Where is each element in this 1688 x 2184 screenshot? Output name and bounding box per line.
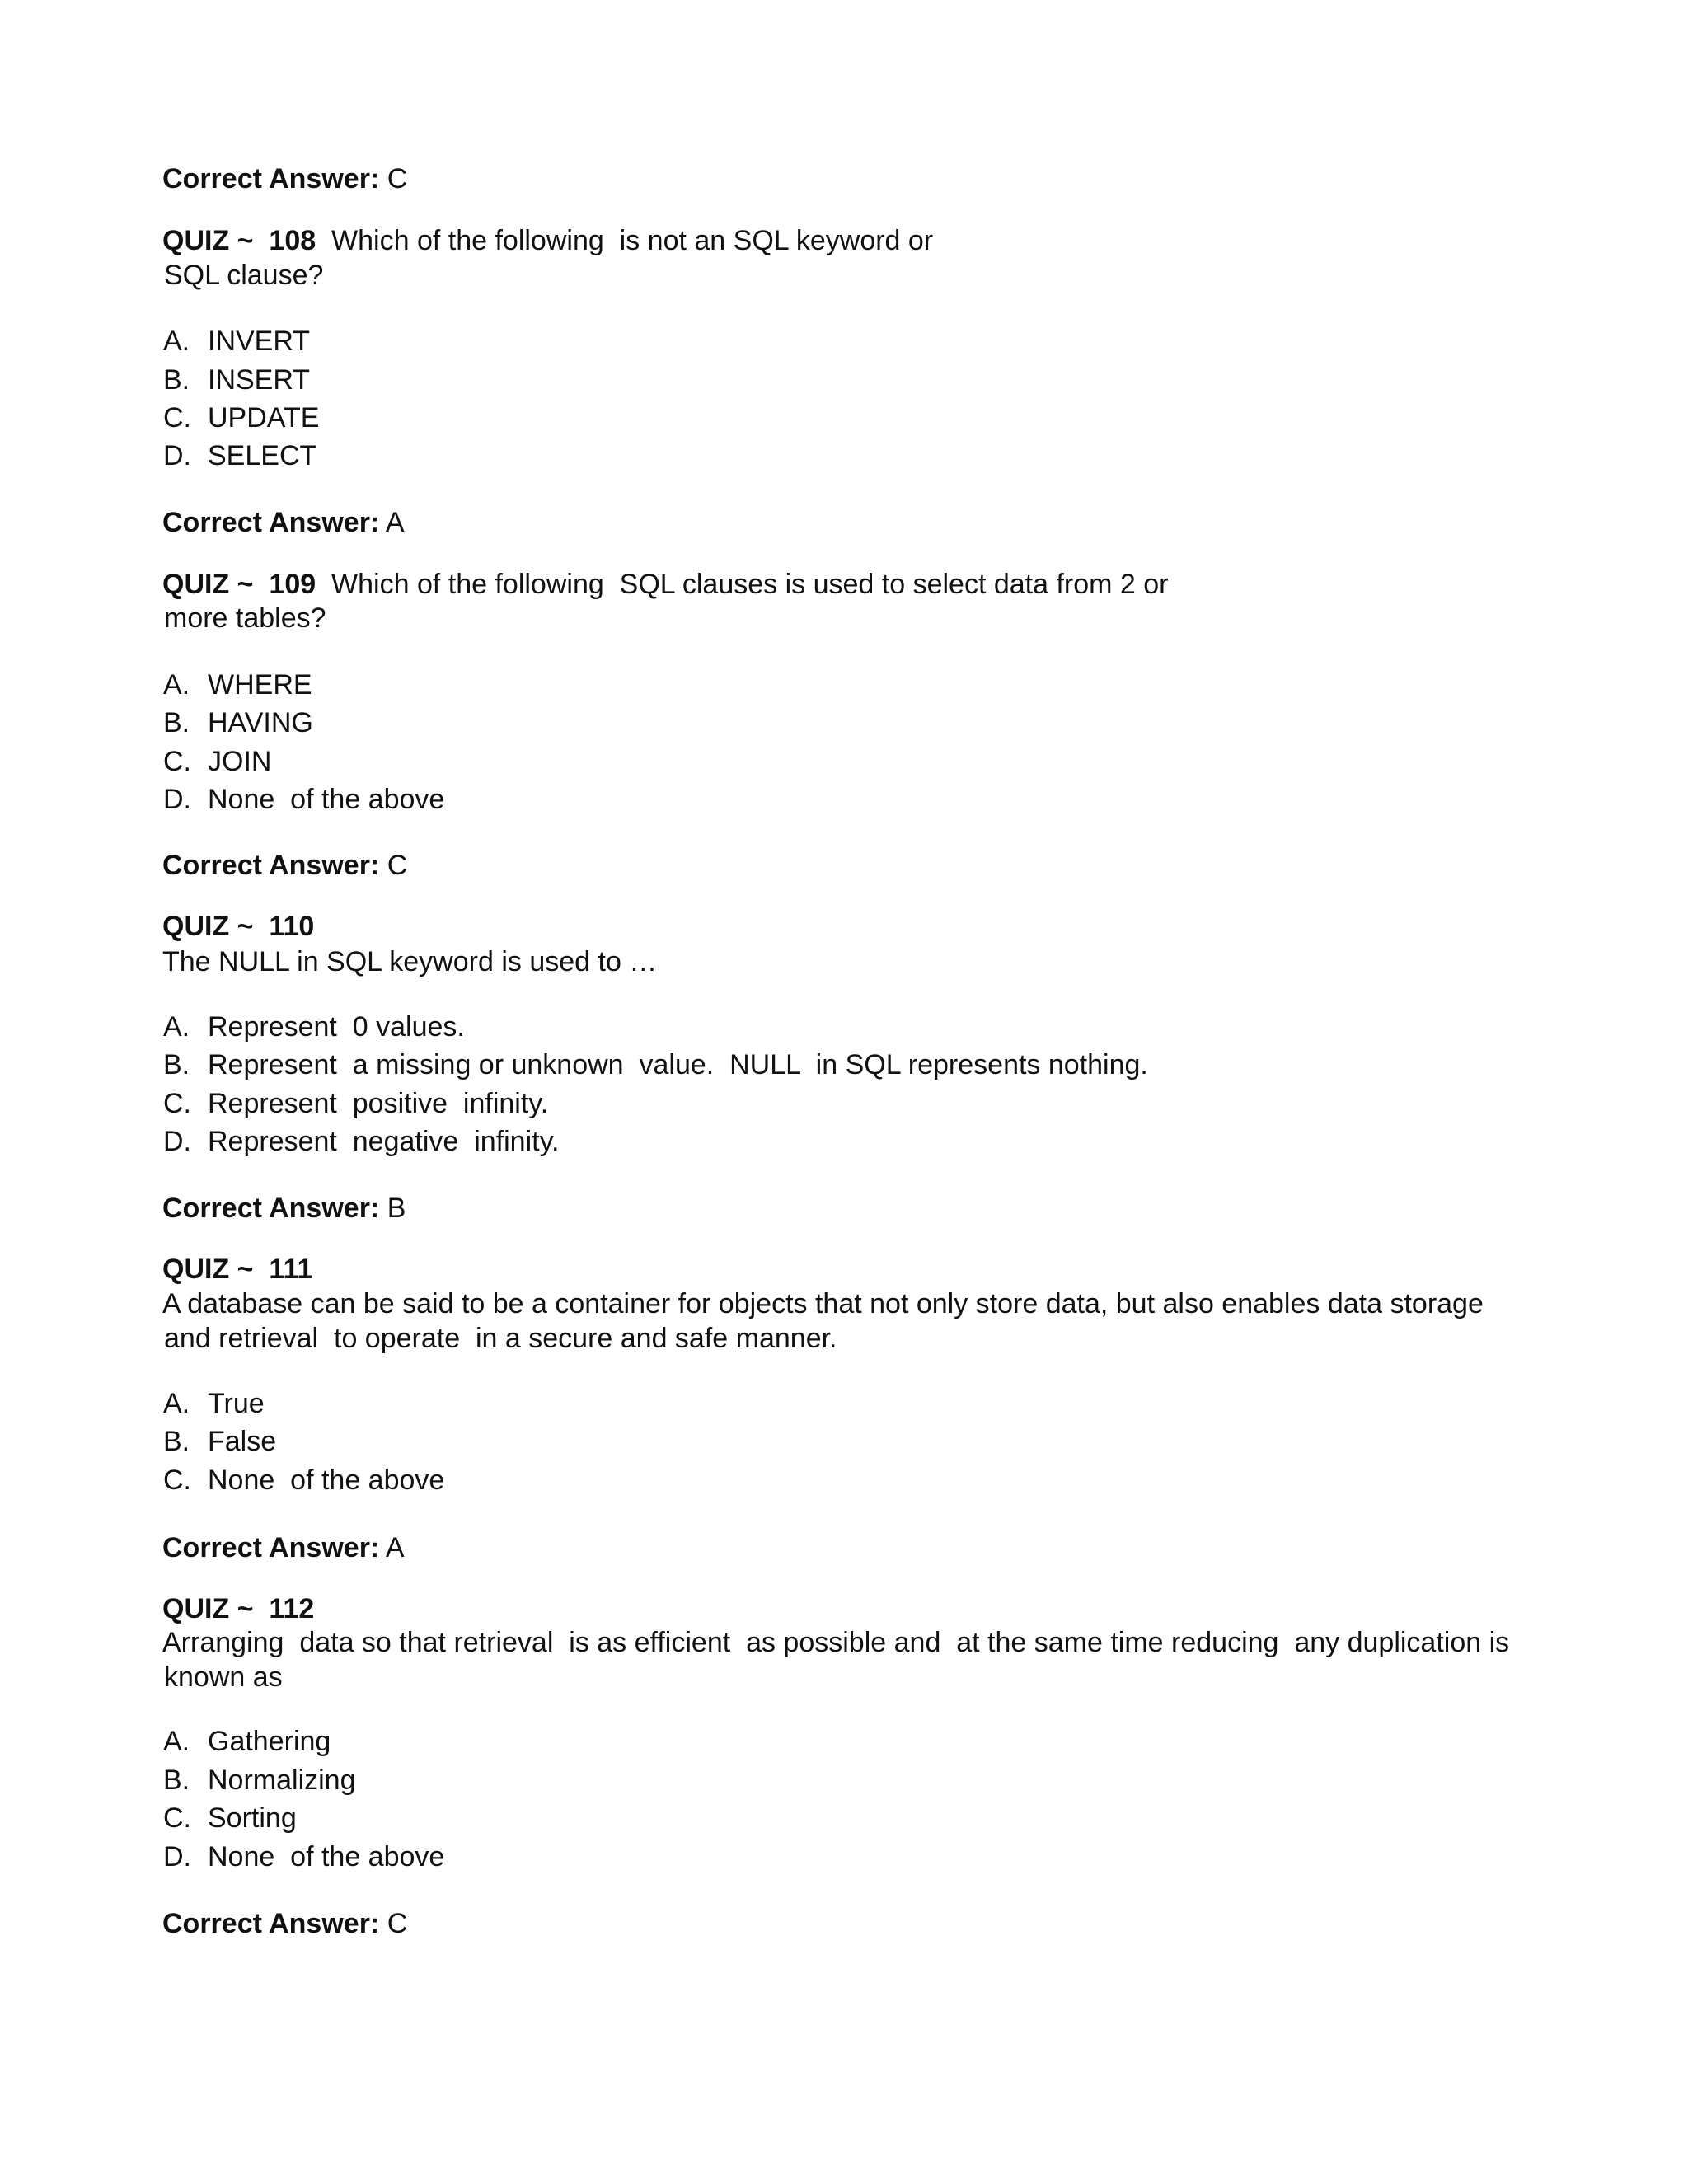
correct-answer-value: C [387, 1908, 408, 1939]
quiz-option [163, 744, 271, 779]
quiz-question [162, 223, 933, 258]
correct-answer-label: Correct Answer: [162, 507, 380, 538]
option-letter: C. [163, 746, 191, 777]
correct-answer-value: A [385, 507, 405, 538]
option-letter: B. [163, 364, 190, 396]
option-letter: B. [163, 707, 190, 738]
option-text: INVERT [208, 326, 311, 357]
quiz-option [163, 1801, 297, 1835]
quiz-title: QUIZ ~ 111 [162, 1254, 313, 1285]
option-text: Represent a missing or unknown value. NULL in SQL represents nothing. [208, 1049, 1148, 1080]
quiz-title: QUIZ ~ 108 [162, 225, 316, 256]
option-text: INSERT [208, 364, 311, 396]
option-text: Normalizing [208, 1765, 356, 1796]
quiz-question-continued: more tables? [164, 602, 326, 634]
quiz-option [163, 1463, 444, 1497]
quiz-option [163, 1840, 444, 1874]
option-text: WHERE [208, 669, 312, 701]
quiz-option [163, 1386, 265, 1421]
option-text: Represent 0 values. [208, 1011, 465, 1043]
option-letter: D. [163, 440, 191, 471]
quiz-question-text: Which of the following is not an SQL keyword or [331, 225, 934, 256]
quiz-option [163, 1124, 560, 1159]
option-letter: B. [163, 1765, 190, 1796]
quiz-option [163, 401, 319, 435]
quiz-title: QUIZ ~ 109 [162, 569, 316, 600]
quiz-option [163, 363, 310, 397]
option-text: Represent negative infinity. [208, 1126, 560, 1157]
quiz-option [163, 1763, 356, 1797]
correct-answer-value: C [387, 850, 408, 881]
quiz-question [162, 567, 1169, 602]
option-letter: A. [163, 1011, 190, 1043]
correct-answer-label: Correct Answer: [162, 163, 380, 194]
correct-answer [162, 505, 405, 540]
quiz-question-continued: SQL clause? [164, 260, 324, 291]
quiz-option [163, 668, 312, 702]
quiz-question-text: A database can be said to be a container for objects that not only store data, but also enables data storage [162, 1288, 1484, 1319]
option-letter: A. [163, 1726, 190, 1757]
quiz-option [163, 1724, 331, 1759]
correct-answer [162, 1530, 405, 1565]
correct-answer [162, 1906, 407, 1941]
correct-answer-label: Correct Answer: [162, 1532, 380, 1563]
option-letter: C. [163, 1802, 191, 1834]
correct-answer-value: A [385, 1532, 405, 1563]
correct-answer-value: B [387, 1193, 406, 1224]
quiz-option [163, 438, 316, 473]
correct-answer-label: Correct Answer: [162, 1193, 380, 1224]
quiz-question-continued: known as [164, 1661, 283, 1693]
option-letter: C. [163, 1465, 191, 1496]
quiz-option [163, 1047, 1148, 1082]
option-letter: A. [163, 326, 190, 357]
option-letter: D. [163, 784, 191, 815]
option-text: None of the above [208, 784, 445, 815]
option-text: HAVING [208, 707, 313, 738]
quiz-question-continued: and retrieval to operate in a secure and safe manner. [164, 1323, 837, 1354]
option-letter: C. [163, 402, 191, 434]
correct-answer-value: C [387, 163, 408, 194]
quiz-option [163, 324, 310, 359]
quiz-option [163, 782, 444, 817]
option-letter: B. [163, 1049, 190, 1080]
quiz-question-text: Which of the following SQL clauses is used to select data from 2 or [331, 569, 1169, 600]
option-text: JOIN [208, 746, 272, 777]
option-text: SELECT [208, 440, 317, 471]
option-text: Sorting [208, 1802, 297, 1834]
option-text: Gathering [208, 1726, 331, 1757]
quiz-question-text: Arranging data so that retrieval is as efficient as possible and at the same time reducing any duplication is [162, 1627, 1510, 1658]
quiz-question-text: The NULL in SQL keyword is used to … [162, 946, 658, 977]
option-letter: C. [163, 1088, 191, 1119]
quiz-title: QUIZ ~ 110 [162, 911, 315, 942]
correct-answer [162, 162, 407, 196]
option-text: Represent positive infinity. [208, 1088, 549, 1119]
option-letter: A. [163, 1388, 190, 1419]
option-letter: B. [163, 1426, 190, 1457]
correct-answer-label: Correct Answer: [162, 1908, 380, 1939]
quiz-title: QUIZ ~ 112 [162, 1593, 315, 1624]
quiz-option [163, 1086, 548, 1121]
option-letter: D. [163, 1841, 191, 1872]
option-text: UPDATE [208, 402, 320, 434]
correct-answer [162, 1191, 406, 1226]
correct-answer-label: Correct Answer: [162, 850, 380, 881]
option-text: None of the above [208, 1465, 445, 1496]
option-letter: A. [163, 669, 190, 701]
quiz-option [163, 705, 313, 740]
correct-answer [162, 848, 407, 883]
option-text: None of the above [208, 1841, 445, 1872]
option-text: True [208, 1388, 265, 1419]
option-letter: D. [163, 1126, 191, 1157]
quiz-option [163, 1010, 465, 1044]
quiz-option [163, 1424, 276, 1459]
option-text: False [208, 1426, 277, 1457]
